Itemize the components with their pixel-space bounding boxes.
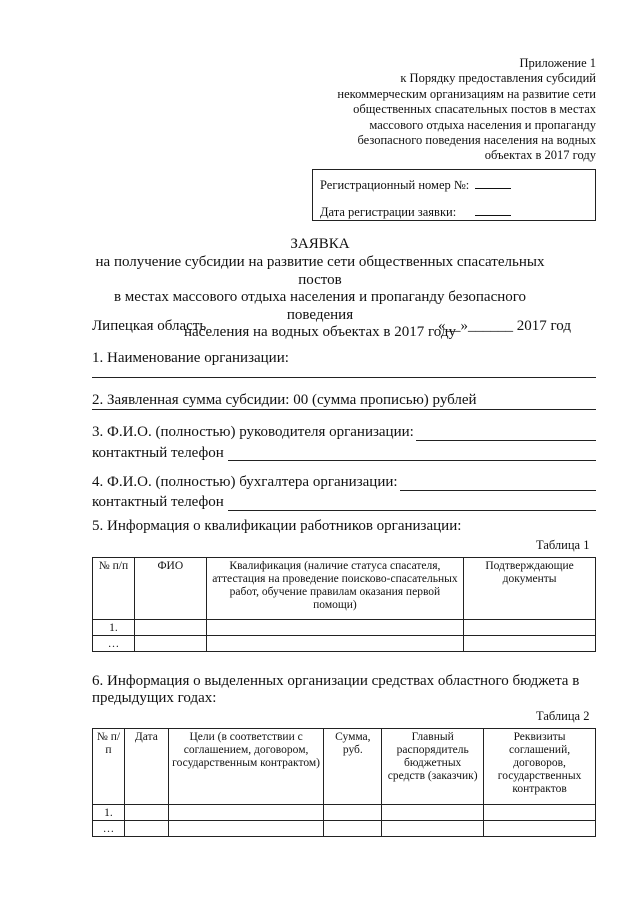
registration-date-label: Дата регистрации заявки: xyxy=(320,205,457,219)
director-name-field[interactable] xyxy=(416,440,596,441)
section6-line: 6. Информация о выделенных организации средствах областного бюджета в xyxy=(92,673,580,689)
section6-line: предыдущих годах: xyxy=(92,690,217,706)
table-cell[interactable] xyxy=(168,805,324,821)
registration-box xyxy=(312,169,596,221)
table-cell[interactable] xyxy=(484,821,596,837)
table-cell[interactable] xyxy=(124,805,168,821)
table1-header-cell: Подтверждающие документы xyxy=(464,558,596,620)
appendix-line: общественных спасательных постов в местах xyxy=(353,102,596,117)
registration-date-row xyxy=(320,203,511,220)
table-cell[interactable]: 1. xyxy=(93,620,135,636)
table1-caption: Таблица 1 xyxy=(536,538,590,552)
table1-header-cell: № п/п xyxy=(93,558,135,620)
registration-date-field[interactable] xyxy=(475,203,511,216)
table-cell[interactable] xyxy=(464,636,596,652)
table-row xyxy=(93,805,596,821)
table-row xyxy=(93,821,596,837)
table2-header-cell: Цели (в соответствии с соглашением, договором, государственным контрактом) xyxy=(168,729,324,805)
section-director-name: 3. Ф.И.О. (полностью) руководителя организации: xyxy=(92,424,414,440)
table-cell[interactable] xyxy=(382,821,484,837)
table-cell[interactable] xyxy=(206,636,463,652)
table-row xyxy=(93,620,596,636)
appendix-line: массового отдыха населения и пропаганду xyxy=(369,117,596,132)
subtitle-line: на получение субсидии на развитие сети общественных спасательных постов xyxy=(95,254,545,288)
table-cell[interactable] xyxy=(168,821,324,837)
registration-number-field[interactable] xyxy=(475,176,511,189)
appendix-line: объектах в 2017 году xyxy=(484,148,596,163)
region-label: Липецкая область xyxy=(92,318,207,334)
table-cell[interactable] xyxy=(324,805,382,821)
registration-number-row xyxy=(320,176,511,193)
subsidy-amount-field[interactable] xyxy=(92,409,596,410)
director-phone-field[interactable] xyxy=(228,460,596,461)
director-phone-label: контактный телефон xyxy=(92,445,224,461)
appendix-line: к Порядку предоставления субсидий xyxy=(400,71,596,86)
table-cell[interactable] xyxy=(124,821,168,837)
section-accountant-name: 4. Ф.И.О. (полностью) бухгалтера организации: xyxy=(92,474,398,490)
organization-name-field[interactable] xyxy=(92,377,596,378)
table1-header-cell: Квалификация (наличие статуса спасателя, аттестация на проведение поисково-спасательных работ, обучение правилам оказания первой помощи) xyxy=(206,558,463,620)
table-cell[interactable] xyxy=(206,620,463,636)
table-cell[interactable] xyxy=(134,620,206,636)
section-subsidy-amount: 2. Заявленная сумма субсидии: 00 (сумма прописью) рублей xyxy=(92,392,477,408)
table-cell[interactable] xyxy=(484,805,596,821)
table2-header-cell: Дата xyxy=(124,729,168,805)
table1-header-cell: ФИО xyxy=(134,558,206,620)
accountant-name-field[interactable] xyxy=(400,490,596,491)
table2-header-row xyxy=(93,729,596,805)
previous-funding-table xyxy=(92,728,596,837)
table-cell[interactable] xyxy=(134,636,206,652)
subtitle-line: населения на водных объектах в 2017 году xyxy=(184,324,456,340)
table-cell[interactable] xyxy=(324,821,382,837)
accountant-phone-field[interactable] xyxy=(228,510,596,511)
accountant-phone-label: контактный телефон xyxy=(92,494,224,510)
table-cell[interactable]: 1. xyxy=(93,805,125,821)
appendix-line: некоммерческим организациям на развитие сети xyxy=(337,86,596,101)
appendix-header xyxy=(320,56,596,164)
section-qualification-info: 5. Информация о квалификации работников организации: xyxy=(92,518,462,534)
document-title: ЗАЯВКА xyxy=(290,236,350,252)
registration-number-label: Регистрационный номер №: xyxy=(320,178,470,192)
table2-header-cell: Реквизиты соглашений, договоров, государственных контрактов xyxy=(484,729,596,805)
table2-header-cell: № п/п xyxy=(93,729,125,805)
appendix-line: безопасного поведения населения на водных xyxy=(357,133,596,148)
table2-header-cell: Сумма, руб. xyxy=(324,729,382,805)
table1-header-row xyxy=(93,558,596,620)
table-cell[interactable]: … xyxy=(93,636,135,652)
table2-header-cell: Главный распорядитель бюджетных средств (заказчик) xyxy=(382,729,484,805)
table-cell[interactable] xyxy=(464,620,596,636)
table2-caption: Таблица 2 xyxy=(536,709,590,723)
subtitle-line: в местах массового отдыха населения и пропаганду безопасного поведения xyxy=(113,289,527,323)
table-cell[interactable]: … xyxy=(93,821,125,837)
table-cell[interactable] xyxy=(382,805,484,821)
section-organization-name: 1. Наименование организации: xyxy=(92,350,289,366)
appendix-line: Приложение 1 xyxy=(519,56,596,70)
section-previous-funding xyxy=(92,673,596,707)
qualification-table xyxy=(92,557,596,652)
application-date: «__»______ 2017 год xyxy=(438,318,571,334)
table-row xyxy=(93,636,596,652)
